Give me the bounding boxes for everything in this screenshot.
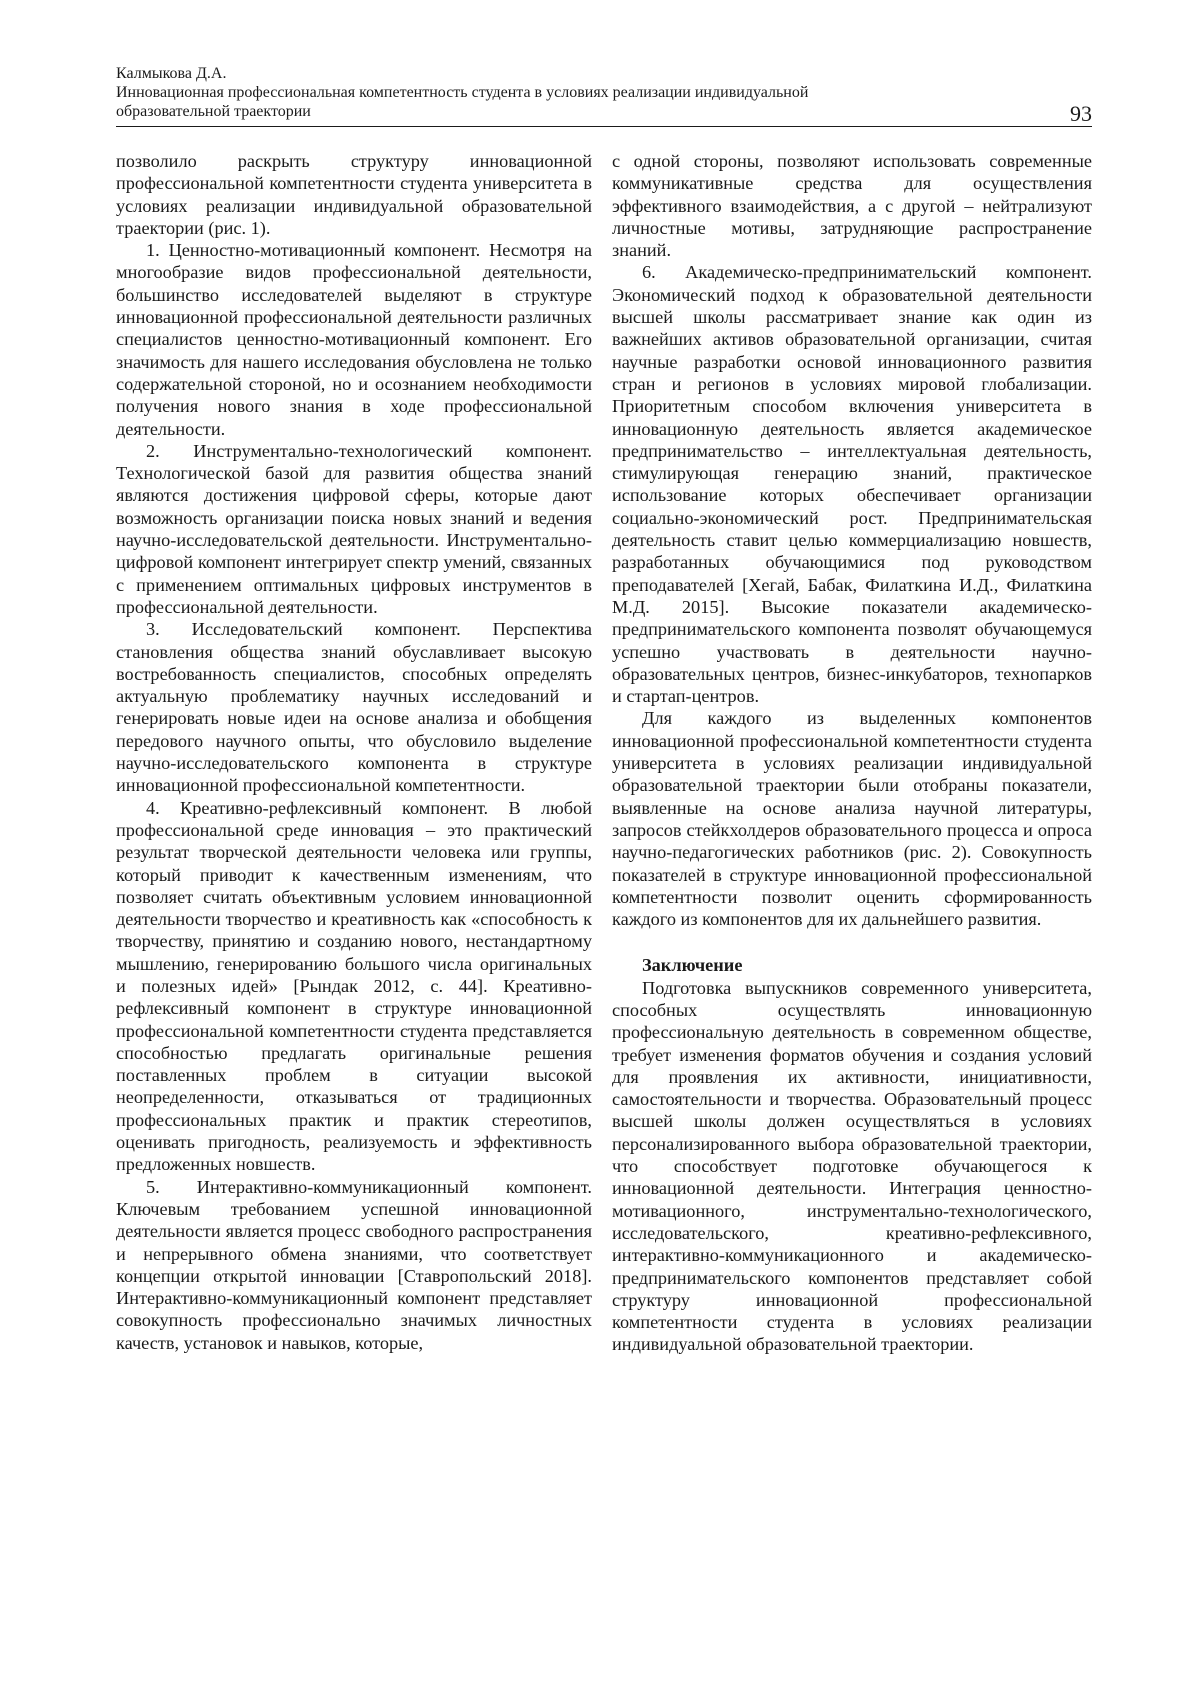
page-number: 93	[1070, 101, 1092, 126]
header-title-line1: Инновационная профессиональная компетентность студента в условиях реализации индивидуальной	[116, 84, 809, 101]
header-title-line2: образовательной траектории	[116, 103, 311, 120]
header-rule	[116, 126, 1092, 127]
running-header	[116, 64, 1092, 126]
left-paragraph-2: 1. Ценностно-мотивационный компонент. Несмотря на многообразие видов профессиональной деятельности, большинство исследователей выделяют в структуре инновационной профессиональной деятельности различных специалистов ценностно-мотивационный компонент. Его значимость для нашего исследования обусловлена не только содержательной стороной, но и осознанием необходимости получения нового знания в ходе профессиональной деятельности.	[116, 240, 592, 439]
left-paragraph-5: 4. Креативно-рефлексивный компонент. В любой профессиональной среде инновация – это практический результат творческой деятельности человека или группы, который приводит к качественным изменениям, что позволяет считать объективным условием инновационной деятельности творчество и креативность как «способность к творчеству, принятию и созданию нового, нестандартному мышлению, генерированию большого числа оригинальных и полезных идей» [Рындак 2012, с. 44]. Креативно-рефлексивный компонент в структуре инновационной профессиональной компетентности студента представляется способностью предлагать оригинальные решения поставленных проблем в ситуации высокой неопределенности, отказываться от традиционных профессиональных практик и практик стереотипов, оценивать пригодность, реализуемость и эффективность предложенных новшеств.	[116, 797, 592, 1175]
right-paragraph-3: Для каждого из выделенных компонентов инновационной профессиональной компетентности студента университета в условиях реализации индивидуальной образовательной траектории были отобраны показатели, выявленные на основе анализа научной литературы, запросов стейкхолдеров образовательного процесса и опроса научно-педагогических работников (рис. 2). Совокупность показателей в структуре инновационной профессиональной компетентности позволит оценить сформированность каждого из компонентов для их дальнейшего развития.	[612, 708, 1092, 930]
left-paragraph-1: позволило раскрыть структуру инновационной профессиональной компетентности студента университета в условиях реализации индивидуальной образовательной траектории (рис. 1).	[116, 151, 592, 238]
right-column	[612, 150, 1092, 1356]
right-paragraph-2: 6. Академическо-предпринимательский компонент. Экономический подход к образовательной деятельности высшей школы рассматривает знание как один из важнейших активов образовательной организации, считая научные разработки основой инновационного развития стран и регионов в условиях мировой глобализации. Приоритетным способом включения университета в инновационную деятельность является академическое предпринимательство – интеллектуальная деятельность, стимулирующая генерацию знаний, практическое использование которых обеспечивает организации социально-экономический рост. Предпринимательская деятельность ставит целью коммерциализацию новшеств, разработанных обучающимися под руководством преподавателей [Хегай, Бабак, Филаткина И.Д., Филаткина М.Д. 2015]. Высокие показатели академическо-предпринимательского компонента позволят обучающемуся успешно участвовать в деятельности научно-образовательных центров, бизнес-инкубаторов, технопарков и стартап-центров.	[612, 262, 1092, 707]
section-heading-conclusion: Заключение	[642, 955, 743, 976]
right-paragraph-4: Подготовка выпускников современного университета, способных осуществлять инновационную профессиональную деятельность в современном обществе, требует изменения форматов обучения и создания условий для проявления их активности, инициативности, самостоятельности и творчества. Образовательный процесс высшей школы должен осуществляться в условиях персонализированного выбора образовательной траектории, что способствует подготовке обучающегося к инновационной деятельности. Интеграция ценностно-мотивационного, инструментально-технологического, исследовательского, креативно-рефлексивного, интерактивно-коммуникационного и академическо-предпринимательского компонентов представляет собой структуру инновационной профессиональной компетентности студента в условиях реализации индивидуальной образовательной траектории.	[612, 977, 1092, 1355]
right-paragraph-1: с одной стороны, позволяют использовать современные коммуникативные средства для осуществления эффективного взаимодействия, а с другой – нейтрализуют личностные мотивы, затрудняющие распространение знаний.	[612, 151, 1092, 261]
left-column	[116, 150, 592, 1354]
left-paragraph-3: 2. Инструментально-технологический компонент. Технологической базой для развития общества знаний являются достижения цифровой сферы, которые дают возможность организации поиска новых знаний и ведения научно-исследовательской деятельности. Инструментально-цифровой компонент интегрирует спектр умений, связанных с применением оптимальных цифровых инструментов в профессиональной деятельности.	[116, 440, 592, 617]
left-paragraph-4: 3. Исследовательский компонент. Перспектива становления общества знаний обуславливает высокую востребованность специалистов, способных определять актуальную проблематику научных исследований и генерировать новые идеи на основе анализа и обобщения передового научного опыты, что обусловило выделение научно-исследовательского компонента в структуре инновационной профессиональной компетентности.	[116, 619, 592, 796]
left-paragraph-6: 5. Интерактивно-коммуникационный компонент. Ключевым требованием успешной инновационной деятельности является процесс свободного распространения и непрерывного обмена знаниями, что соответствует концепции открытой инновации [Ставропольский 2018]. Интерактивно-коммуникационный компонент представляет совокупность профессионально значимых личностных качеств, установок и навыков, которые,	[116, 1176, 592, 1353]
header-author: Калмыкова Д.А.	[116, 65, 227, 82]
